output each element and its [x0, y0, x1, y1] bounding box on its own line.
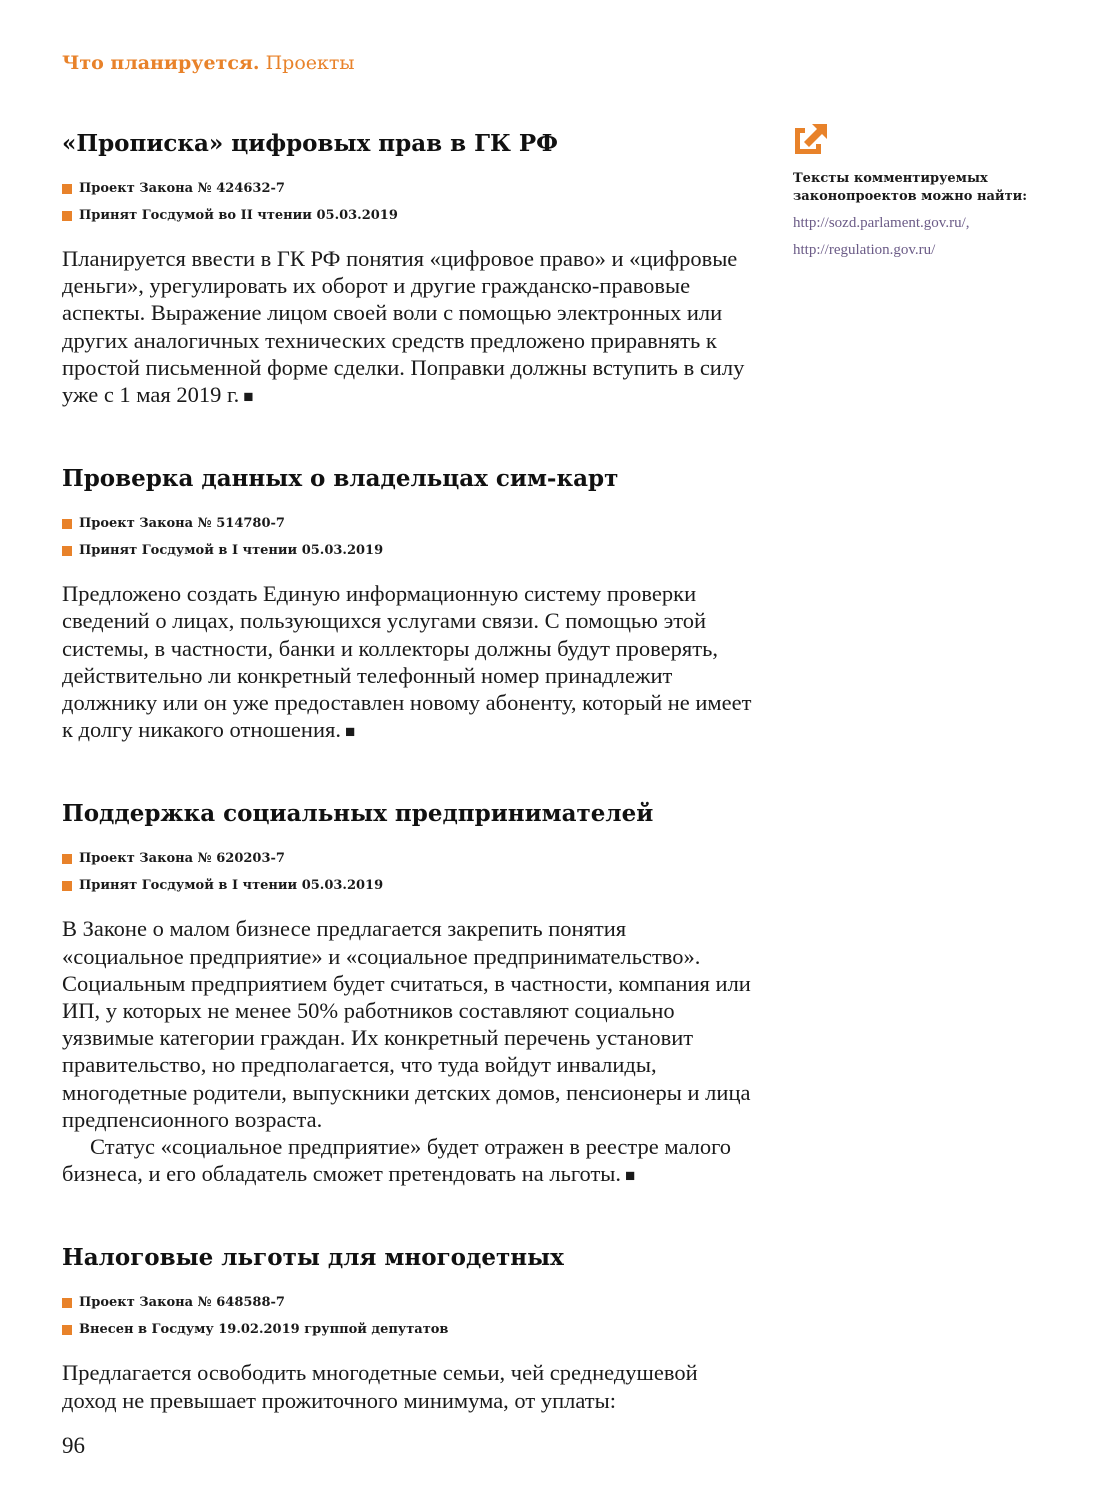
orange-square-bullet: [62, 1298, 72, 1308]
bill-status: Принят Госдумой в I чтении 05.03.2019: [79, 543, 384, 559]
section-body: [62, 1359, 752, 1413]
meta-line: [62, 872, 752, 899]
bill-number: Проект Закона № 514780-7: [79, 516, 285, 532]
end-mark: ■: [625, 1166, 636, 1186]
main-column: [62, 127, 752, 1466]
running-header: [62, 52, 355, 74]
orange-square-bullet: [62, 1325, 72, 1335]
meta-line: [62, 845, 752, 872]
orange-square-bullet: [62, 184, 72, 194]
section-body: [62, 580, 752, 745]
section-title: Поддержка социальных предпринимателей: [62, 800, 654, 828]
meta-line: [62, 1289, 752, 1316]
page-number: 96: [62, 1433, 85, 1458]
section-body: [62, 245, 752, 410]
bill-number: Проект Закона № 648588-7: [79, 1295, 285, 1311]
paragraph: Предложено создать Единую информационную систему проверки сведений о лицах, пользующихся услугами связи. С помощью этой системы, в частности, банки и коллекторы должны будут проверять, действительно ли конкретный телефонный номер принадлежит должнику или он уже предоставлен новому абоненту, который не имеет к долгу никакого отношения. ■: [62, 581, 752, 743]
section-title: «Прописка» цифровых прав в ГК РФ: [62, 130, 559, 157]
link-regulation[interactable]: http://regulation.gov.ru/: [793, 242, 936, 258]
section-title: Проверка данных о владельцах сим-карт: [62, 465, 619, 493]
bill-status: Внесен в Госдуму 19.02.2019 группой депутатов: [79, 1322, 449, 1338]
paragraph: Планируется ввести в ГК РФ понятия «цифровое право» и «цифровые деньги», урегулировать их оборот и другие гражданско-правовые аспекты. Выражение лицом своей воли с помощью электронных или других аналогичных технических средств предложено приравнять к простой письменной форме сделки. Поправки должны вступить в силу уже с 1 мая 2019 г. ■: [62, 246, 745, 408]
end-mark: ■: [344, 722, 356, 742]
sidebar-links: [793, 210, 1033, 264]
meta-line: [62, 175, 752, 202]
paragraph: Статус «социальное предприятие» будет отражен в реестре малого бизнеса, и его обладатель сможет претендовать на льготы. ■: [62, 1134, 732, 1187]
section-title: Налоговые льготы для многодетных: [62, 1244, 564, 1272]
bill-number: Проект Закона № 424632-7: [79, 181, 285, 196]
bill-number: Проект Закона № 620203-7: [79, 851, 285, 867]
bill-status: Принят Госдумой во II чтении 05.03.2019: [79, 208, 398, 223]
section-sim-cards: [62, 462, 752, 745]
meta-line: [62, 1316, 752, 1343]
orange-square-bullet: [62, 854, 72, 864]
orange-square-bullet: [62, 546, 72, 556]
paragraph: Предлагается освободить многодетные семьи, чей среднедушевой доход не превышает прожиточного минимума, от уплаты:: [62, 1360, 698, 1413]
end-mark: ■: [243, 387, 254, 407]
external-link-arrow-icon: [793, 120, 829, 156]
meta-line: [62, 202, 752, 229]
meta-line: [62, 510, 752, 537]
bill-status: Принят Госдумой в I чтении 05.03.2019: [79, 878, 384, 894]
header-section: Что планируется.: [62, 52, 260, 74]
meta-line: [62, 537, 752, 564]
section-body: [62, 915, 752, 1189]
section-digital-rights: [62, 127, 752, 410]
paragraph: В Законе о малом бизнесе предлагается закрепить понятия «социальное предприятие» и «социальное предпринимательство». Социальным предприятием будет считаться, в частности, компания или ИП, у которых не менее 50% работников составляют социально уязвимые категории граждан. Их конкретный перечень установит правительство, но предполагается, что туда войдут инвалиды, многодетные родители, выпускники детских домов, пенсионеры и лица предпенсионного возраста.: [62, 916, 751, 1132]
link-sozd[interactable]: http://sozd.parlament.gov.ru/,: [793, 215, 970, 231]
sidebar-note: [793, 120, 1033, 264]
section-large-families: [62, 1241, 752, 1413]
orange-square-bullet: [62, 211, 72, 221]
orange-square-bullet: [62, 519, 72, 529]
header-subsection: Проекты: [265, 52, 355, 74]
section-social-entrepreneurs: [62, 797, 752, 1189]
sidebar-title: Тексты комментируемых законопроектов можно найти:: [793, 171, 1028, 204]
orange-square-bullet: [62, 881, 72, 891]
